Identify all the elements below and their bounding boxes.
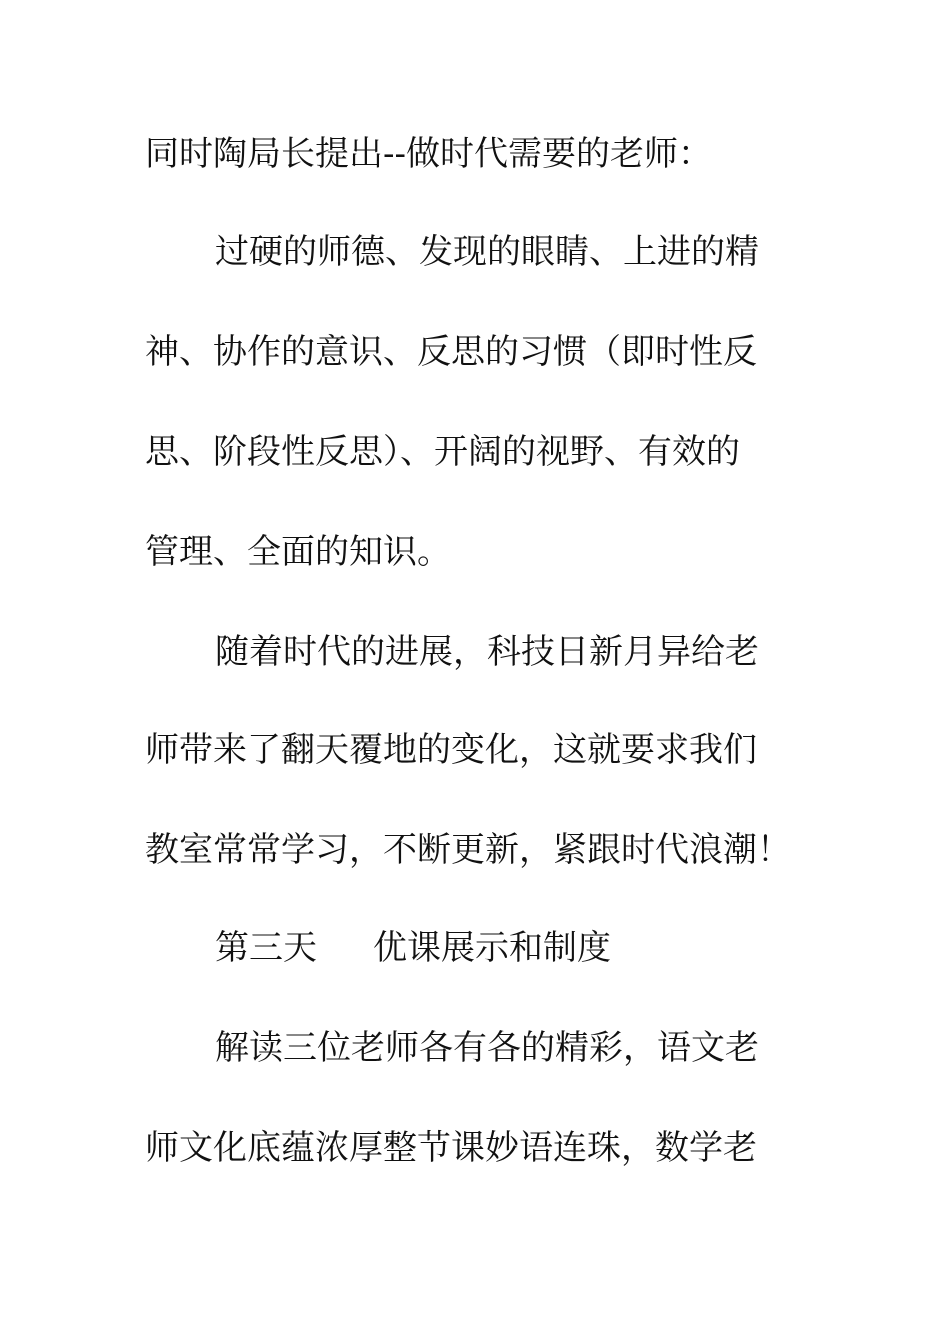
paragraph-line: 管理、全面的知识。: [145, 532, 451, 572]
paragraph-line: 教室常常学习，不断更新，紧跟时代浪潮！: [145, 830, 791, 870]
section-title: 优课展示和制度: [373, 928, 611, 968]
paragraph-line: 神、协作的意识、反思的习惯（即时性反: [145, 332, 757, 372]
paragraph-line: 过硬的师德、发现的眼睛、上进的精: [215, 232, 759, 272]
section-day: 第三天: [215, 928, 317, 968]
paragraph-line: 思、阶段性反思）、开阔的视野、有效的: [145, 432, 740, 472]
section-heading: [215, 926, 915, 970]
paragraph-line: 随着时代的进展，科技日新月异给老: [215, 632, 759, 672]
paragraph-line: 师文化底蕴浓厚整节课妙语连珠，数学老: [145, 1128, 757, 1168]
paragraph-line: 同时陶局长提出--做时代需要的老师：: [145, 134, 712, 174]
paragraph-line: 师带来了翻天覆地的变化，这就要求我们: [145, 730, 757, 770]
paragraph-line: 解读三位老师各有各的精彩，语文老: [215, 1028, 759, 1068]
